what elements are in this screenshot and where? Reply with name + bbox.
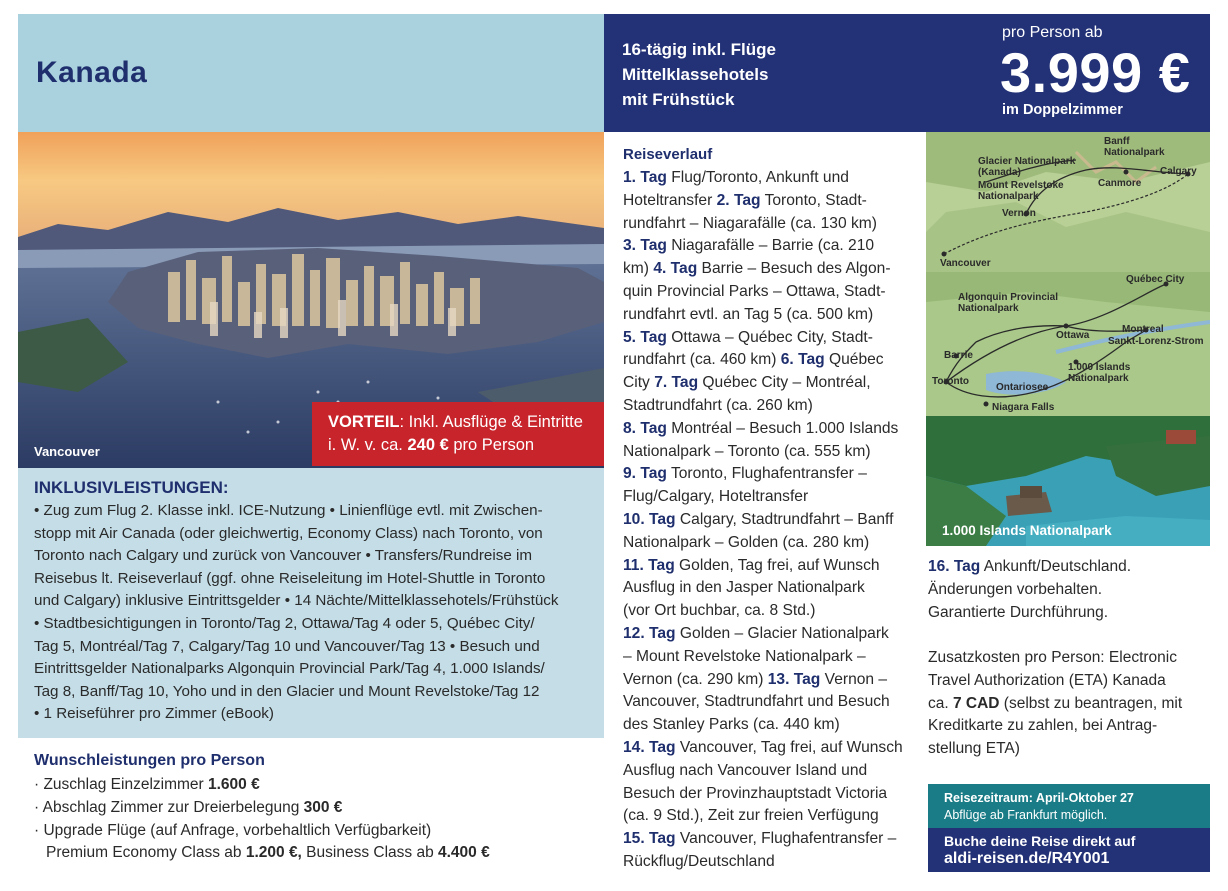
trip-info-line: mit Frühstück xyxy=(622,90,735,109)
itinerary-line xyxy=(623,327,913,350)
itinerary-line xyxy=(623,669,913,692)
vorteil-text: : Inkl. Ausflüge & Eintritte xyxy=(399,413,583,431)
extra-cost-text xyxy=(928,647,1210,761)
itinerary-text-run: Vernon (ca. 290 km) xyxy=(623,670,768,688)
business-price: 4.400 € xyxy=(438,844,490,862)
itinerary-text-run: Québec City – Montréal, xyxy=(698,374,871,392)
itinerary-day-label: 7. Tag xyxy=(654,374,699,392)
guaranteed-note: Garantierte Durchführung. xyxy=(928,603,1109,621)
hero-caption: Vancouver xyxy=(34,444,100,459)
itinerary-line xyxy=(623,258,913,281)
booking-link[interactable]: aldi-reisen.de/R4Y001 xyxy=(944,850,1110,867)
map-label-lorenz: Sankt-Lorenz-Strom xyxy=(1108,336,1204,347)
itinerary-line xyxy=(623,600,913,623)
map-label-banff: Banff Nationalpark xyxy=(1104,136,1165,158)
itinerary-text-run: Toronto, Stadt- xyxy=(760,191,867,209)
map-label-calgary: Calgary xyxy=(1160,166,1197,177)
wunsch-item-text: · Abschlag Zimmer zur Dreierbelegung xyxy=(34,798,304,816)
itinerary-line xyxy=(623,235,913,258)
itinerary-line xyxy=(623,167,913,190)
itinerary-text-run: km) xyxy=(623,260,654,278)
itinerary-line xyxy=(623,691,913,714)
route-map-west xyxy=(926,132,1210,272)
itinerary-text-run: Québec xyxy=(824,351,884,369)
wunsch-item xyxy=(34,797,604,820)
itinerary-line xyxy=(623,349,913,372)
travel-period-box xyxy=(928,784,1210,828)
itinerary-line xyxy=(623,783,913,806)
map-label-montreal: Montreal xyxy=(1122,324,1164,335)
extra-cost-line: Zusatzkosten pro Person: Electronic xyxy=(928,649,1177,666)
itinerary-text-run: Stadtrundfahrt (ca. 260 km) xyxy=(623,396,813,414)
inclusions-line: Reisebus lt. Reiseverlauf (ggf. ohne Reiseleitung im Hotel-Shuttle in Toronto xyxy=(34,569,546,587)
itinerary-line xyxy=(623,509,913,532)
itinerary-text-run: – Mount Revelstoke Nationalpark – xyxy=(623,647,866,665)
trip-info xyxy=(622,37,776,112)
itinerary-line xyxy=(623,395,913,418)
map-label-vancouver: Vancouver xyxy=(940,258,991,269)
itinerary-text xyxy=(623,167,913,874)
itinerary-line xyxy=(623,577,913,600)
inclusions-line: • Stadtbesichtigungen in Toronto/Tag 2, Ottawa/Tag 4 oder 5, Québec City/ xyxy=(34,614,535,632)
itinerary-line xyxy=(623,623,913,646)
itinerary-line xyxy=(623,646,913,669)
itinerary-text-run: Nationalpark – Toronto (ca. 555 km) xyxy=(623,442,871,460)
vorteil-line-2 xyxy=(328,434,604,457)
itinerary-text-run: Calgary, Stadtrundfahrt – Banff xyxy=(675,510,894,528)
itinerary-heading: Reiseverlauf xyxy=(623,146,713,163)
price-value: 3.999 € xyxy=(1000,41,1191,104)
vorteil-badge xyxy=(312,402,604,466)
itinerary-text-run: Vancouver, Flughafentransfer – xyxy=(675,830,897,848)
itinerary-text-run: Toronto, Flughafentransfer – xyxy=(666,465,867,483)
itinerary-text-run: rundfahrt evtl. an Tag 5 (ca. 500 km) xyxy=(623,305,874,323)
itinerary-day-label: 4. Tag xyxy=(653,260,698,278)
wunsch-item xyxy=(34,820,604,843)
map-label-niagara: Niagara Falls xyxy=(992,402,1055,413)
itinerary-text-run: des Stanley Parks (ca. 440 km) xyxy=(623,716,840,734)
inclusions-text xyxy=(34,500,598,726)
itinerary-text-run: Golden, Tag frei, auf Wunsch xyxy=(674,556,880,574)
arrival-text xyxy=(928,556,1210,624)
booking-box[interactable] xyxy=(928,828,1210,872)
inclusions-line: Tag 5, Montréal/Tag 7, Calgary/Tag 10 und Vancouver/Tag 13 • Besuch und xyxy=(34,637,540,655)
itinerary-day-label: 15. Tag xyxy=(623,830,676,848)
itinerary-text-run: Flug/Calgary, Hoteltransfer xyxy=(623,488,809,506)
itinerary-day-label: 13. Tag xyxy=(767,670,821,688)
wunsch-item-price: 300 € xyxy=(303,798,343,816)
itinerary-day-label: 3. Tag xyxy=(623,237,667,255)
itinerary-text-run: Hoteltransfer xyxy=(623,191,717,209)
itinerary-text-run: Rückflug/Deutschland xyxy=(623,852,775,870)
booking-label: Buche deine Reise direkt auf xyxy=(944,833,1136,849)
map-label-revelstoke: Mount Revelstoke Nationalpark xyxy=(978,180,1064,202)
itinerary-line xyxy=(623,828,913,851)
inclusions-line: stopp mit Air Canada (oder gleichwertig, Economy Class) nach Toronto, von xyxy=(34,524,543,542)
itinerary-day-label: 6. Tag xyxy=(780,351,825,369)
vorteil-amount: 240 € xyxy=(407,436,449,454)
extra-cost-line: Kreditkarte zu zahlen, bei Antrag- xyxy=(928,717,1158,735)
travel-departures: Abflüge ab Frankfurt möglich. xyxy=(944,808,1108,822)
itinerary-line xyxy=(623,372,913,395)
day16-text: Ankunft/Deutschland. xyxy=(980,558,1132,575)
itinerary-text-run: Ottawa – Québec City, Stadt- xyxy=(666,328,873,346)
map-label-islands: 1.000 Islands Nationalpark xyxy=(1068,362,1131,384)
inclusions-line: Eintrittsgelder Nationalparks Algonquin Provincial Park/Tag 4, 1.000 Islands/ xyxy=(34,660,545,678)
inclusions-line: Toronto nach Calgary und zurück von Vancouver • Transfers/Rundreise im xyxy=(34,547,533,565)
changes-note: Änderungen vorbehalten. xyxy=(928,580,1103,598)
map-label-glacier: Glacier Nationalpark (Kanada) xyxy=(978,156,1076,178)
itinerary-line xyxy=(623,555,913,578)
itinerary-text-run: (ca. 9 Std.), Zeit zur freien Verfügung xyxy=(623,807,879,825)
itinerary-day-label: 14. Tag xyxy=(623,738,676,756)
price-note: im Doppelzimmer xyxy=(1002,102,1123,118)
itinerary-text-run: rundfahrt (ca. 460 km) xyxy=(623,351,781,369)
itinerary-text-run: Ausflug nach Vancouver Island und xyxy=(623,761,868,779)
inclusions-line: • 1 Reiseführer pro Zimmer (eBook) xyxy=(34,705,274,723)
map-label-algonquin: Algonquin Provincial Nationalpark xyxy=(958,292,1059,314)
wunsch-item-premium xyxy=(34,842,604,865)
itinerary-day-label: 11. Tag xyxy=(623,556,675,574)
itinerary-line xyxy=(623,304,913,327)
map-label-ontario: Ontariosee xyxy=(996,382,1049,393)
itinerary-line xyxy=(623,463,913,486)
itinerary-line xyxy=(623,418,913,441)
extra-cost-post: (selbst zu beantragen, mit xyxy=(999,694,1183,712)
inclusions-line: • Zug zum Flug 2. Klasse inkl. ICE-Nutzung • Linienflüge evtl. mit Zwischen- xyxy=(34,502,543,519)
itinerary-text-run: Montréal – Besuch 1.000 Islands xyxy=(666,419,899,437)
inclusions-heading: INKLUSIVLEISTUNGEN: xyxy=(34,478,229,497)
route-map-east xyxy=(926,272,1210,416)
wunsch-item-text: · Zuschlag Einzelzimmer xyxy=(34,776,208,793)
trip-info-line: Mittelklassehotels xyxy=(622,65,769,84)
extra-cost-line: Travel Authorization (ETA) Kanada xyxy=(928,671,1166,689)
itinerary-text-run: Vancouver, Stadtrundfahrt und Besuch xyxy=(623,693,890,711)
inclusions-line: und Calgary) inklusive Eintrittsgelder • 14 Nächte/Mittelklassehotels/Frühstück xyxy=(34,592,559,610)
itinerary-text-run: City xyxy=(623,374,655,392)
itinerary-line xyxy=(623,737,913,760)
extra-cost-line: stellung ETA) xyxy=(928,740,1020,758)
vorteil-line-1 xyxy=(328,411,604,434)
itinerary-line xyxy=(623,486,913,509)
itinerary-line xyxy=(623,190,913,213)
premium-label: Premium Economy Class ab xyxy=(46,844,246,862)
itinerary-line xyxy=(623,532,913,555)
itinerary-line xyxy=(623,851,913,874)
itinerary-text-run: Golden – Glacier Nationalpark xyxy=(675,624,889,642)
itinerary-text-run: Ausflug in den Jasper Nationalpark xyxy=(623,579,865,597)
map-label-quebec: Québec City xyxy=(1126,274,1185,285)
eta-price: 7 CAD xyxy=(952,694,1000,712)
wunsch-list xyxy=(34,774,604,865)
map-label-canmore: Canmore xyxy=(1098,178,1142,189)
vorteil-line2-pre: i. W. v. ca. xyxy=(328,436,408,454)
day16-label: 16. Tag xyxy=(928,558,981,575)
itinerary-line xyxy=(623,805,913,828)
itinerary-line xyxy=(623,441,913,464)
itinerary-day-label: 9. Tag xyxy=(623,465,667,483)
map-label-ottawa: Ottawa xyxy=(1056,330,1090,341)
itinerary-text-run: Barrie – Besuch des Algon- xyxy=(697,260,891,278)
page-title: Kanada xyxy=(36,56,148,89)
map-label-barrie: Barrie xyxy=(944,350,973,361)
itinerary-line xyxy=(623,714,913,737)
itinerary-text-run: Niagarafälle – Barrie (ca. 210 xyxy=(666,237,875,255)
map-label-vernon: Vernon xyxy=(1002,208,1036,219)
map-label-toronto: Toronto xyxy=(932,376,970,387)
itinerary-text-run: Besuch der Provinzhauptstadt Victoria xyxy=(623,784,888,802)
wunsch-item-text: · Upgrade Flüge (auf Anfrage, vorbehaltlich Verfügbarkeit) xyxy=(34,821,432,839)
itinerary-day-label: 2. Tag xyxy=(716,191,761,209)
premium-price: 1.200 €, xyxy=(245,844,302,862)
itinerary-day-label: 12. Tag xyxy=(623,624,676,642)
itinerary-text-run: Vancouver, Tag frei, auf Wunsch xyxy=(675,738,903,756)
extra-cost-pre: ca. xyxy=(928,694,953,712)
itinerary-day-label: 5. Tag xyxy=(623,328,667,346)
itinerary-line xyxy=(623,213,913,236)
itinerary-day-label: 1. Tag xyxy=(623,169,667,186)
itinerary-line xyxy=(623,281,913,304)
wunsch-item-price: 1.600 € xyxy=(208,776,260,793)
photo-1000-islands-caption: 1.000 Islands Nationalpark xyxy=(942,523,1112,538)
itinerary-text-run: quin Provincial Parks – Ottawa, Stadt- xyxy=(623,282,886,300)
travel-period: Reisezeitraum: April-Oktober 27 xyxy=(944,791,1134,805)
vorteil-line2-post: pro Person xyxy=(448,436,535,454)
itinerary-text-run: Flug/Toronto, Ankunft und xyxy=(666,169,849,186)
itinerary-text-run: rundfahrt – Niagarafälle (ca. 130 km) xyxy=(623,214,877,232)
vorteil-label: VORTEIL xyxy=(328,413,400,431)
inclusions-line: Tag 8, Banff/Tag 10, Yoho und in den Glacier und Mount Revelstoke/Tag 12 xyxy=(34,682,540,700)
itinerary-line xyxy=(623,760,913,783)
price-prefix: pro Person ab xyxy=(1002,24,1103,41)
arrival-line xyxy=(928,556,1210,579)
wunsch-heading: Wunschleistungen pro Person xyxy=(34,752,265,769)
business-label: Business Class ab xyxy=(301,844,438,862)
itinerary-text-run: Vernon – xyxy=(820,670,888,688)
extra-cost-line xyxy=(928,693,1210,716)
itinerary-day-label: 8. Tag xyxy=(623,419,667,437)
trip-info-line: 16-tägig inkl. Flüge xyxy=(622,40,776,59)
wunsch-item xyxy=(34,774,604,797)
itinerary-text-run: (vor Ort buchbar, ca. 8 Std.) xyxy=(623,602,816,620)
itinerary-day-label: 10. Tag xyxy=(623,510,676,528)
itinerary-text-run: Nationalpark – Golden (ca. 280 km) xyxy=(623,533,870,551)
